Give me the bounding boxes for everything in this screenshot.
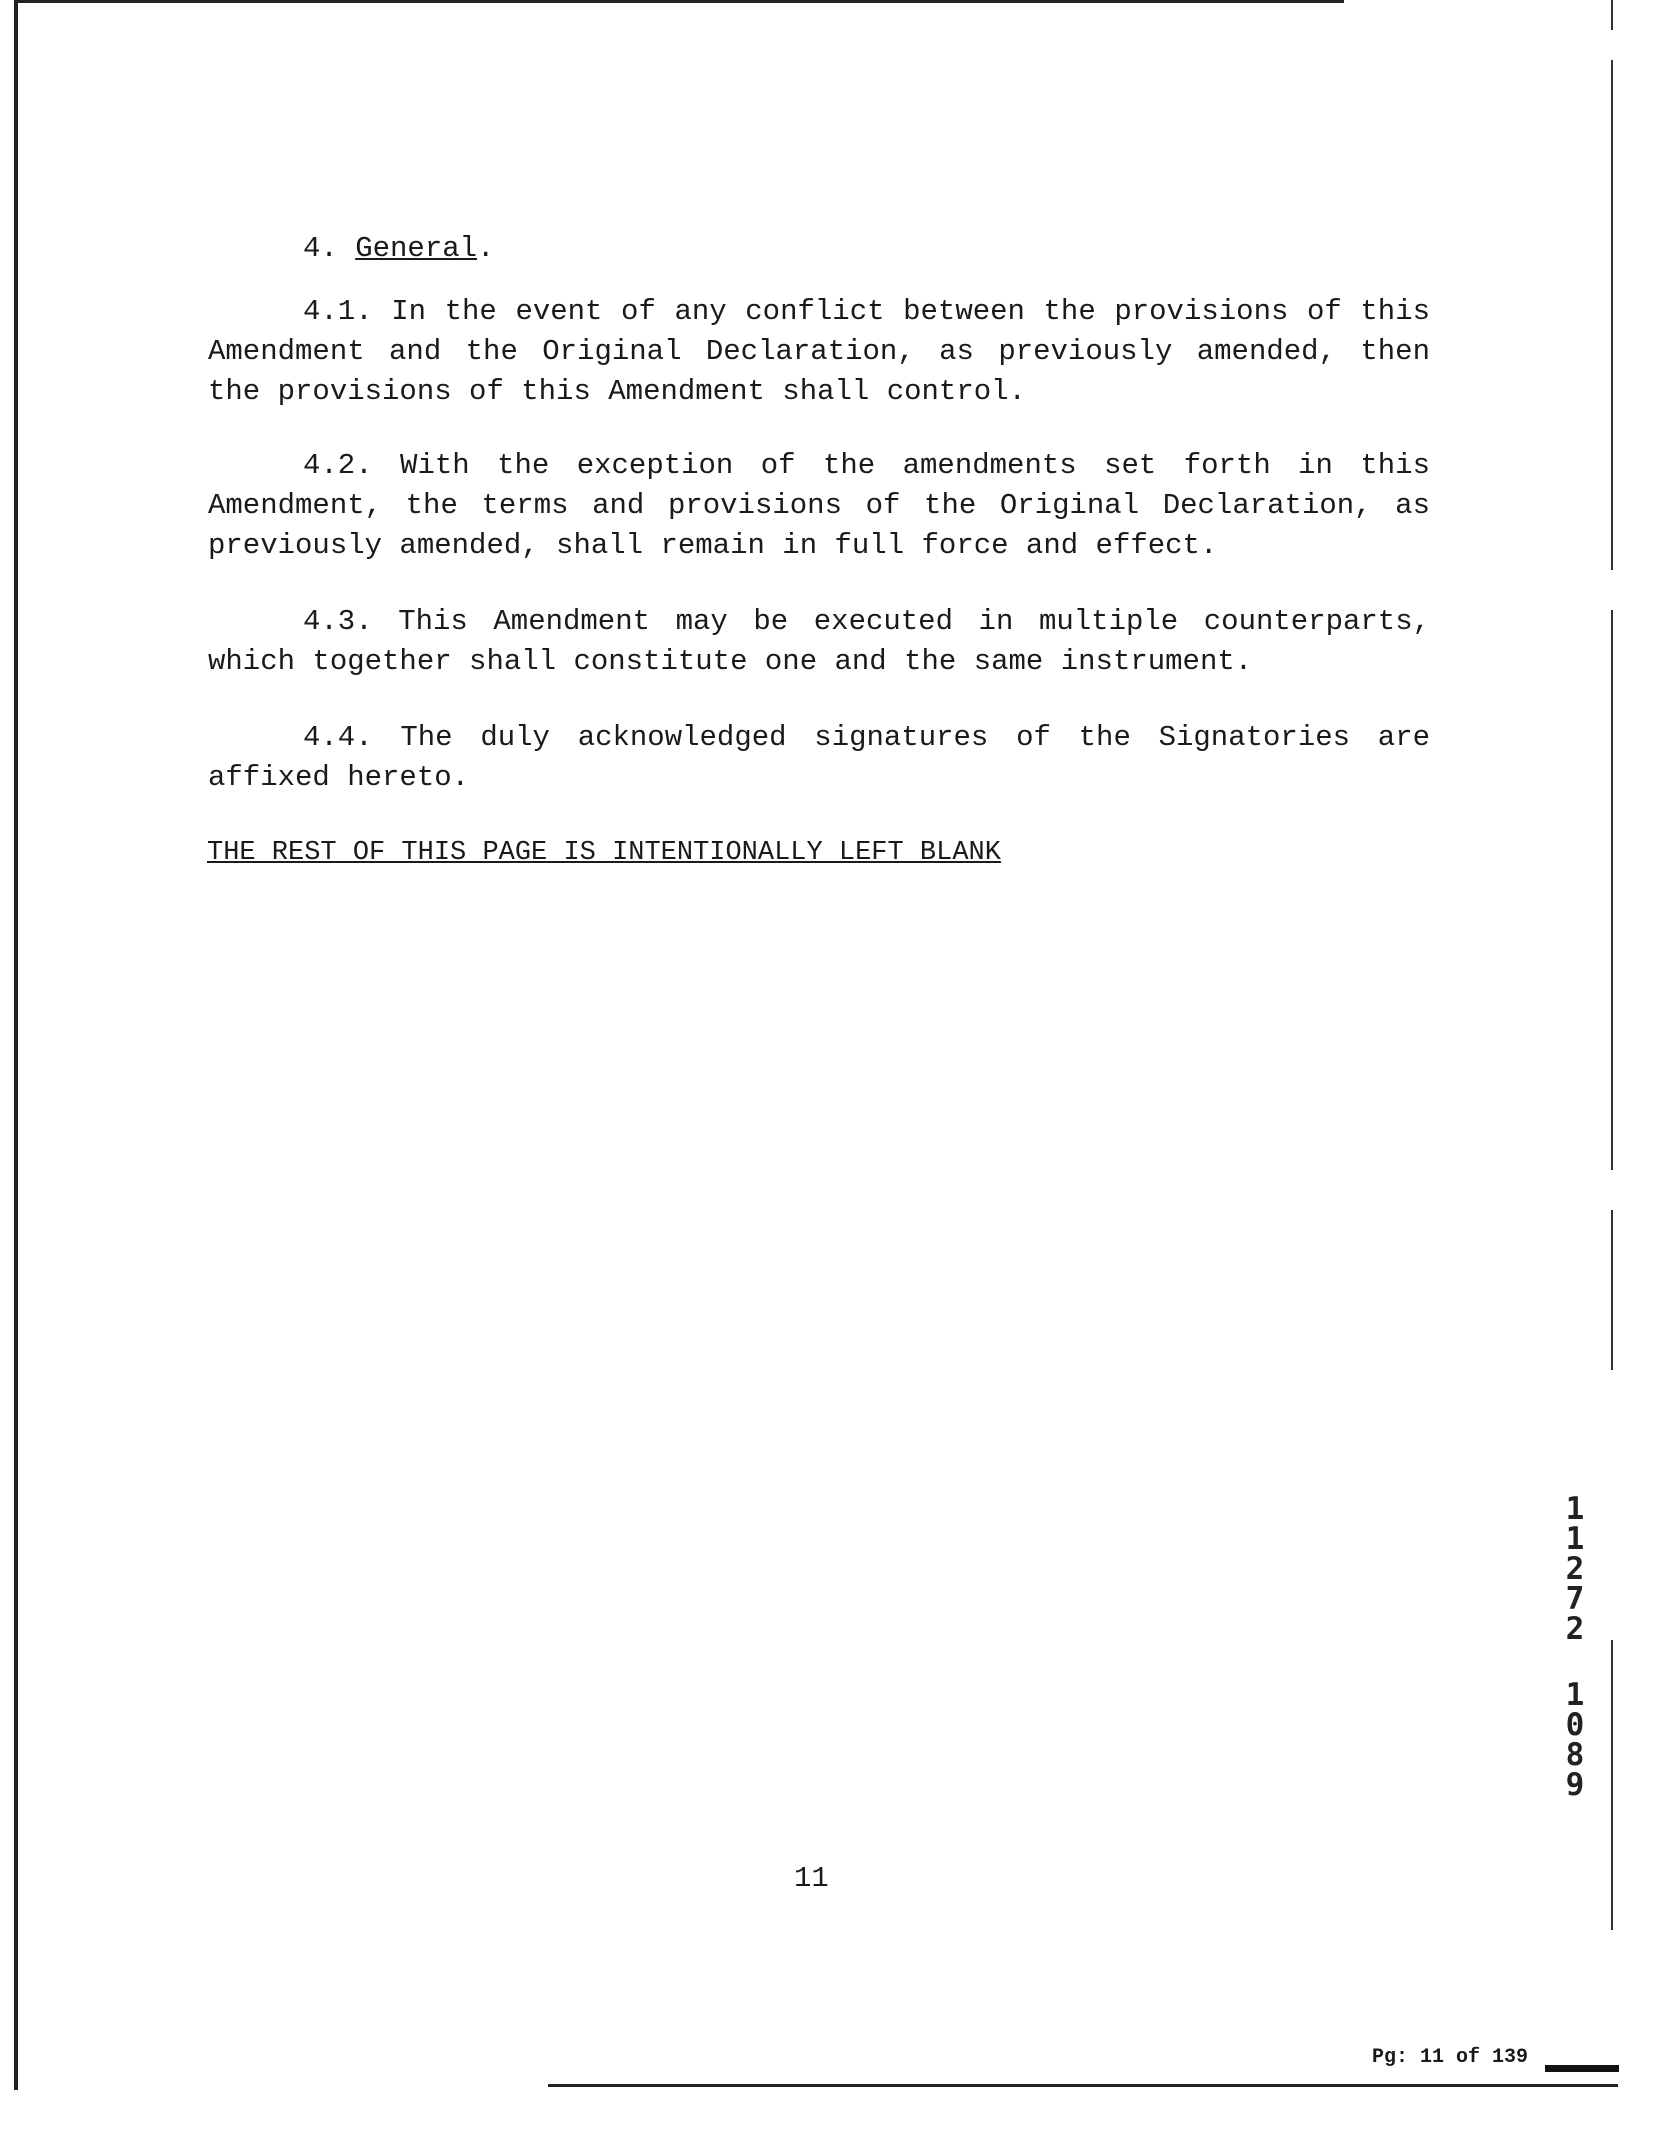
scan-edge-right <box>1611 1210 1613 1370</box>
section-title: General <box>355 232 478 265</box>
paragraph-4-2: 4.2. With the exception of the amendments set forth in this Amendment, the terms and provisions of the Original Declaration, as previously amended, shall remain in full force and effect. <box>208 449 1430 562</box>
footer-bar <box>1545 2065 1619 2072</box>
stamp-digit: 8 <box>1565 1737 1585 1773</box>
scan-edge-right <box>1611 60 1613 570</box>
stamp-digit: 1 <box>1565 1491 1585 1527</box>
paragraph-4-4: 4.4. The duly acknowledged signatures of the Signatories are affixed hereto. <box>208 721 1430 794</box>
section-title-suffix: . <box>477 232 495 265</box>
stamp-digit: 2 <box>1565 1611 1585 1647</box>
section-heading <box>303 232 494 265</box>
footer-rule <box>548 2084 1618 2087</box>
stamp-digit: 9 <box>1565 1767 1585 1803</box>
stamp-digit: 1 <box>1565 1677 1585 1713</box>
scan-edge-left <box>14 0 18 2090</box>
scan-edge-right <box>1611 1640 1613 1930</box>
paragraph-4-1: 4.1. In the event of any conflict between the provisions of this Amendment and the Original Declaration, as previously amended, then the provisions of this Amendment shall control. <box>208 295 1430 408</box>
footer-page-count: Pg: 11 of 139 <box>1372 2046 1529 2069</box>
recording-stamp-page <box>1558 1677 1592 1803</box>
scan-edge-top <box>14 0 1344 3</box>
paragraph-4-3: 4.3. This Amendment may be executed in multiple counterparts, which together shall constitute one and the same instrument. <box>208 605 1430 678</box>
scan-edge-right <box>1611 0 1613 30</box>
stamp-digit: 2 <box>1565 1551 1585 1587</box>
scan-edge-right <box>1611 610 1613 1170</box>
recording-stamp-book <box>1558 1491 1592 1647</box>
section-number: 4. <box>303 232 338 265</box>
stamp-digit: 1 <box>1565 1521 1585 1557</box>
intentionally-blank-notice: THE REST OF THIS PAGE IS INTENTIONALLY LEFT BLANK <box>207 838 1001 868</box>
stamp-digit: 7 <box>1565 1581 1585 1617</box>
page-number: 11 <box>794 1862 829 1895</box>
stamp-digit: 0 <box>1565 1707 1585 1743</box>
